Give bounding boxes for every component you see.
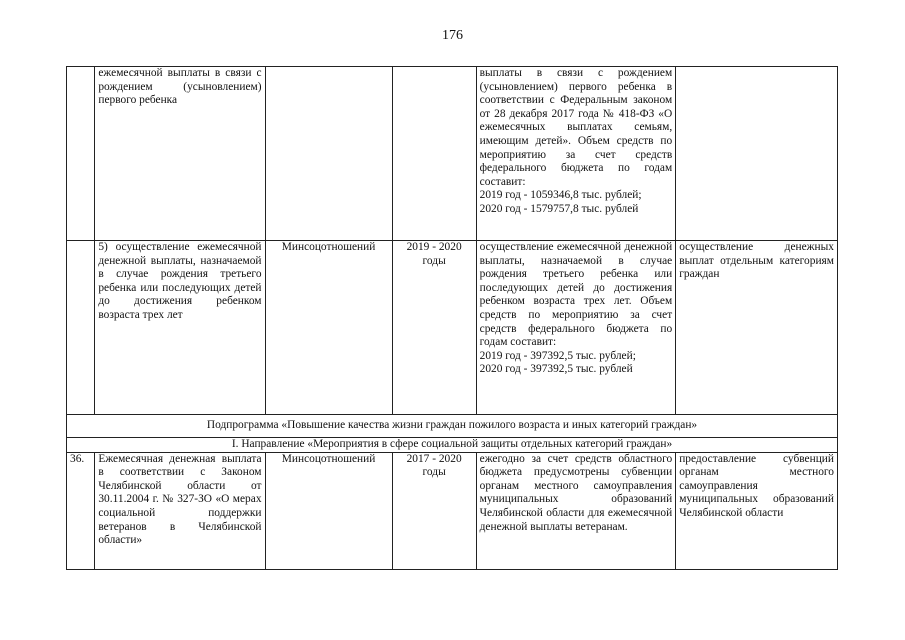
page-number: 176	[442, 28, 463, 43]
description-cell: ежегодно за счет средств областного бюджета предусмотрены субвенции органам местного самоуправления муниципальных образований Челябинской области для ежемесячной денежной выплаты ветеранам.	[476, 452, 676, 569]
result-cell: осуществление денежных выплат отдельным категориям граждан	[676, 241, 838, 415]
description-text: осуществление ежемесячной денежной выплаты, назначаемой в случае рождения третьего ребенка или последующих детей до достижения ребенком возраста трех лет. Объем средств по мероприятию за счет средств федерального бюджета по годам составит:	[479, 241, 673, 349]
amount-line: 2019 год - 1059346,8 тыс. рублей;	[479, 189, 642, 202]
subprogram-row	[67, 415, 838, 438]
executor-cell: Минсоцотношений	[265, 452, 392, 569]
executor-cell	[265, 67, 392, 241]
amount-line: 2020 год - 1579757,8 тыс. рублей	[479, 202, 639, 215]
result-cell	[676, 67, 838, 241]
row-number-cell	[67, 67, 95, 241]
period-cell: 2019 - 2020 годы	[392, 241, 476, 415]
measures-table	[66, 66, 838, 570]
period-cell	[392, 67, 476, 241]
row-number-cell: 36.	[67, 452, 95, 569]
table-row	[67, 241, 838, 415]
measure-name-cell: 5) осуществление ежемесячной денежной выплаты, назначаемой в случае рождения третьего ребенка или последующих детей до достижения ребенком возраста трех лет	[95, 241, 265, 415]
measure-name-cell: ежемесячной выплаты в связи с рождением (усыновлением) первого ребенка	[95, 67, 265, 241]
table-row	[67, 452, 838, 569]
direction-row	[67, 438, 838, 453]
executor-cell: Минсоцотношений	[265, 241, 392, 415]
description-text: выплаты в связи с рождением (усыновлением) первого ребенка в соответствии с Федеральным законом от 28 декабря 2017 года № 418-ФЗ «О ежемесячных выплатах семьям, имеющим детей». Объем средств по мероприятию за счет средств федерального бюджета по годам составит:	[479, 67, 673, 188]
direction-heading: I. Направление «Мероприятия в сфере социальной защиты отдельных категорий граждан»	[67, 438, 838, 453]
description-cell	[476, 67, 676, 241]
subprogram-heading: Подпрограмма «Повышение качества жизни граждан пожилого возраста и иных категорий граждан»	[67, 415, 838, 438]
period-cell: 2017 - 2020 годы	[392, 452, 476, 569]
row-number-cell	[67, 241, 95, 415]
amount-line: 2020 год - 397392,5 тыс. рублей	[479, 363, 633, 376]
description-cell	[476, 241, 676, 415]
amount-line: 2019 год - 397392,5 тыс. рублей;	[479, 349, 636, 362]
result-cell: предоставление субвенций органам местного самоуправления муниципальных образований Челябинской области	[676, 452, 838, 569]
measure-name-cell: Ежемесячная денежная выплата в соответствии с Законом Челябинской области от 30.11.2004 г. № 327-ЗО «О мерах социальной поддержки ветеранов в Челябинской области»	[95, 452, 265, 569]
table-row	[67, 67, 838, 241]
